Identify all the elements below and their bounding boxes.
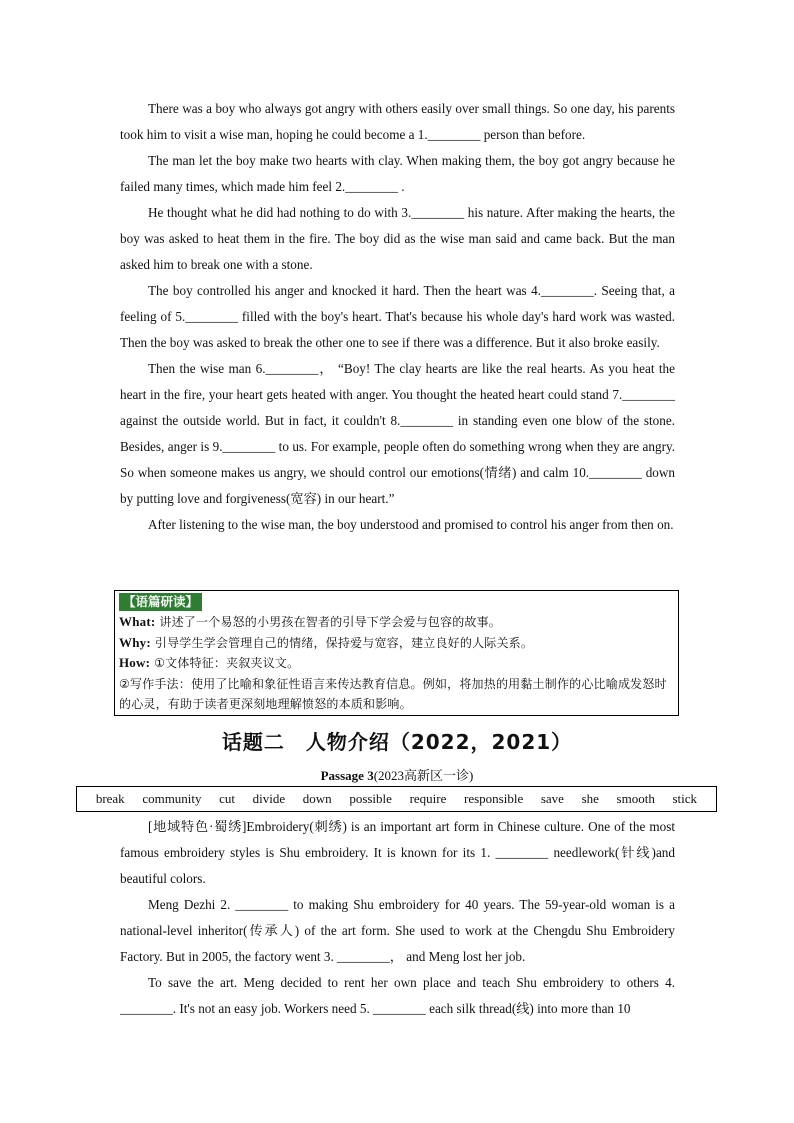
- analysis-badge: 【语篇研读】: [119, 593, 202, 611]
- word-bank-item: divide: [252, 791, 286, 806]
- passage-1: [120, 96, 675, 538]
- how-text: ①文体特征：夹叙夹议文。: [154, 656, 300, 670]
- word-bank-item: require: [409, 791, 447, 806]
- word-bank-item: break: [95, 791, 125, 806]
- what-label: What:: [119, 614, 156, 629]
- analysis-box: [114, 590, 679, 716]
- passage-3-text: [120, 814, 675, 1022]
- paragraph: There was a boy who always got angry with others easily over small things. So one day, his parents took him to visit a wise man, hoping he could become a 1.________ person than before.: [120, 101, 675, 142]
- passage-3-heading: [0, 765, 794, 784]
- paragraph: He thought what he did had nothing to do with 3.________ his nature. After making the hearts, the boy was asked to heat them in the fire. The boy did as the wise man said and came back. But the man asked him to break one with a stone.: [120, 205, 675, 272]
- what-text: 讲述了一个易怒的小男孩在智者的引导下学会爱与包容的故事。: [159, 615, 502, 629]
- word-bank-item: down: [302, 791, 332, 806]
- paragraph: Meng Dezhi 2. ________ to making Shu embroidery for 40 years. The 59-year-old woman is a national-level inheritor(传承人) of the art form. She used to work at the Chengdu Shu Embroidery Factory. But in 2005, the factory went 3. ________， and Meng lost her job.: [120, 897, 675, 964]
- word-bank-item: she: [581, 791, 599, 806]
- why-text: 引导学生学会管理自己的情绪，保持爱与宽容，建立良好的人际关系。: [154, 635, 534, 650]
- analysis-what: [119, 612, 672, 633]
- analysis-how: [119, 653, 672, 674]
- word-bank-item: stick: [672, 791, 698, 806]
- passage-3-title: Passage 3: [320, 768, 374, 783]
- word-bank-item: smooth: [616, 791, 655, 806]
- word-bank-item: community: [142, 791, 202, 806]
- how-label: How:: [119, 655, 151, 670]
- topic-title: 话题二 人物介绍（2022，2021）: [221, 730, 573, 754]
- analysis-why: [119, 633, 672, 654]
- paragraph: After listening to the wise man, the boy understood and promised to control his anger from then on.: [148, 517, 674, 532]
- word-bank-item: save: [540, 791, 564, 806]
- word-bank-item: cut: [219, 791, 236, 806]
- passage-3-source: (2023高新区一诊): [373, 768, 474, 783]
- why-label: Why:: [119, 634, 151, 650]
- paragraph: The man let the boy make two hearts with clay. When making them, the boy got angry because he failed many times, which made him feel 2.________ .: [120, 153, 675, 194]
- paragraph: [地域特色·蜀绣]Embroidery(刺绣) is an important art form in Chinese culture. One of the most famous embroidery styles is Shu embroidery. It is known for its 1. ________ needlework(针线)and beautiful colors.: [120, 819, 675, 886]
- paragraph: The boy controlled his anger and knocked it hard. Then the heart was 4.________. Seeing that, a feeling of 5.________ filled with the boy's heart. That's because his whole day's hard work was wasted. Then the boy was asked to break the other one to see if there was a difference. But it also broke easily.: [120, 283, 675, 350]
- word-bank-item: possible: [349, 791, 392, 806]
- word-bank-item: responsible: [464, 791, 524, 806]
- paragraph: Then the wise man 6.________， “Boy! The clay hearts are like the real hearts. As you heat the heart in the fire, your heart gets heated with anger. You thought the heated heart could stand 7.________ against the outside world. But in fact, it couldn't 8.________ in standing even one blow of the stone. Besides, anger is 9.________ to us. For example, people often do something wrong when they are angry. So when someone makes us angry, we should control our emotions(情绪) and calm 10.________ down by putting love and forgiveness(宽容) in our heart.”: [120, 361, 675, 506]
- paragraph: To save the art. Meng decided to rent her own place and teach Shu embroidery to others 4. ________. It's not an easy job. Workers need 5. ________ each silk thread(线) into more than 10: [120, 975, 675, 1016]
- analysis-how-2: ②写作手法：使用了比喻和象征性语言来传达教育信息。例如，将加热的用黏土制作的心比喻成发怒时的心灵，有助于读者更深刻地理解愤怒的本质和影响。: [119, 676, 667, 711]
- word-bank: [76, 786, 717, 812]
